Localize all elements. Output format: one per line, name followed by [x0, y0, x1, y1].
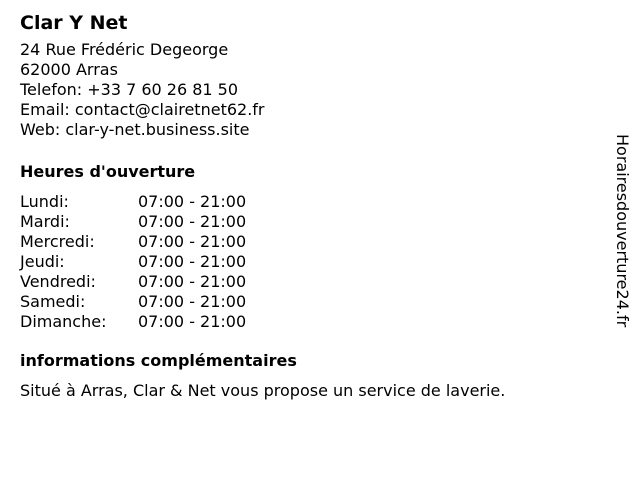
hours-time: 07:00 - 21:00 [138, 292, 247, 311]
hours-day: Vendredi: [20, 272, 96, 291]
hours-time: 07:00 - 21:00 [138, 312, 247, 331]
hours-row-dimanche [20, 312, 600, 332]
address-line-1: 24 Rue Frédéric Degeorge [20, 40, 229, 59]
hours-day: Lundi: [20, 192, 69, 211]
web-line[interactable]: Web: clar-y-net.business.site [20, 120, 250, 139]
business-name: Clar Y Net [20, 12, 128, 34]
email-line[interactable]: Email: contact@clairetnet62.fr [20, 100, 265, 119]
site-watermark: Horairesdouverture24.fr [613, 134, 632, 328]
hours-time: 07:00 - 21:00 [138, 232, 247, 251]
hours-row-mardi [20, 212, 600, 232]
address-line-2: 62000 Arras [20, 60, 118, 79]
hours-heading: Heures d'ouverture [20, 162, 196, 181]
hours-day: Dimanche: [20, 312, 107, 331]
hours-time: 07:00 - 21:00 [138, 192, 247, 211]
hours-row-samedi [20, 292, 600, 312]
hours-row-vendredi [20, 272, 600, 292]
hours-time: 07:00 - 21:00 [138, 252, 247, 271]
info-heading: informations complémentaires [20, 351, 297, 370]
hours-time: 07:00 - 21:00 [138, 212, 247, 231]
hours-day: Samedi: [20, 292, 86, 311]
hours-time: 07:00 - 21:00 [138, 272, 247, 291]
hours-day: Mardi: [20, 212, 70, 231]
hours-row-lundi [20, 192, 600, 212]
hours-table [20, 192, 600, 332]
hours-day: Mercredi: [20, 232, 95, 251]
phone-line: Telefon: +33 7 60 26 81 50 [20, 80, 239, 99]
hours-row-jeudi [20, 252, 600, 272]
hours-day: Jeudi: [20, 252, 65, 271]
business-card [20, 10, 600, 401]
hours-row-mercredi [20, 232, 600, 252]
info-text: Situé à Arras, Clar & Net vous propose un service de laverie. [20, 381, 506, 400]
